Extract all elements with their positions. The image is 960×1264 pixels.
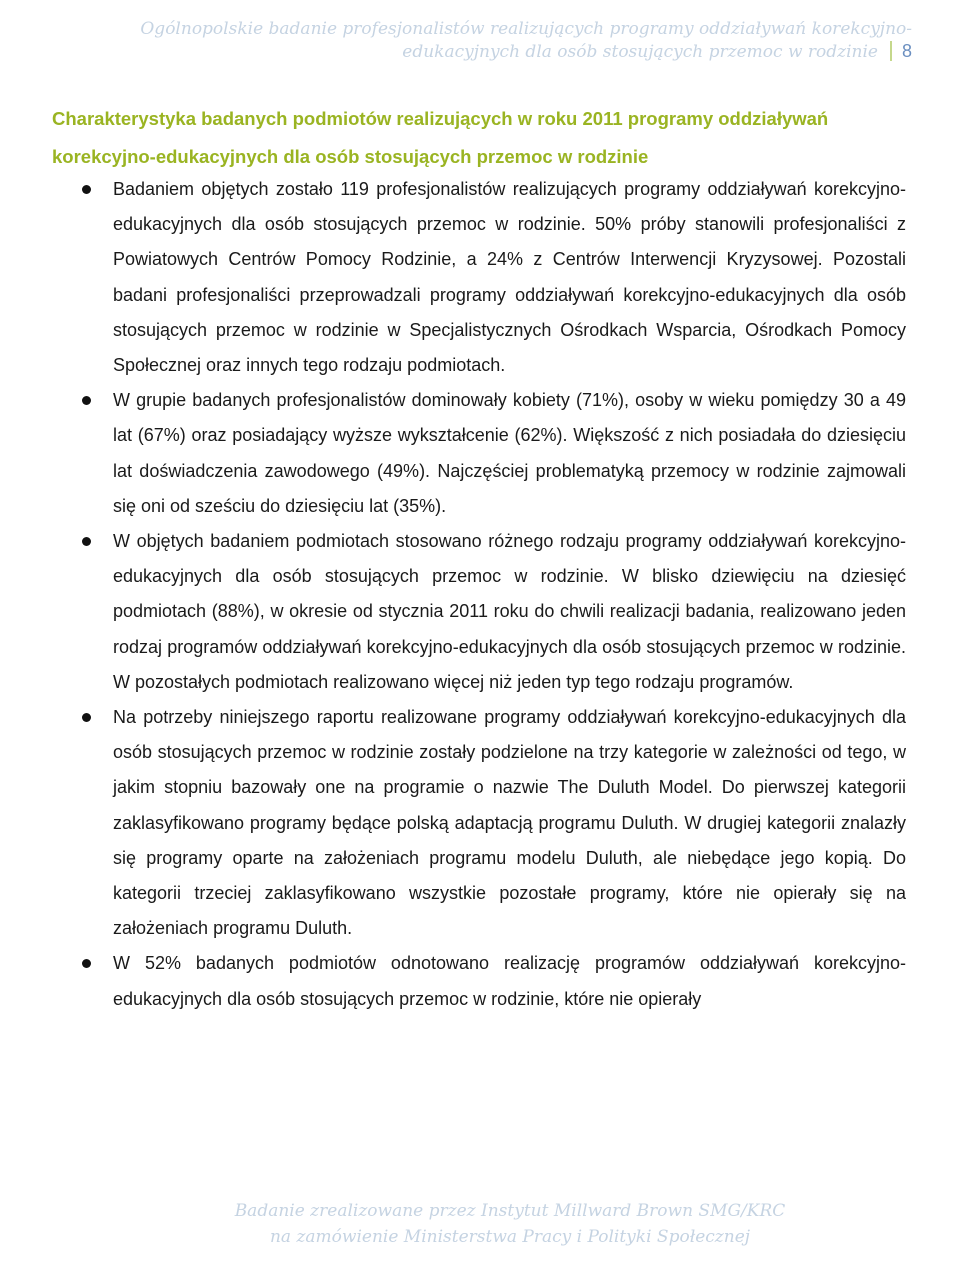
page-header xyxy=(112,18,912,63)
bullet-icon xyxy=(82,713,91,722)
section-heading: Charakterystyka badanych podmiotów realizujących w roku 2011 programy oddziaływań korekcyjno-edukacyjnych dla osób stosujących przemoc w rodzinie xyxy=(52,108,829,167)
footer-line1: Badanie zrealizowane przez Instytut Millward Brown SMG/KRC xyxy=(234,1201,786,1221)
header-title-line2: edukacyjnych dla osób stosujących przemoc w rodzinie xyxy=(402,42,878,62)
bullet-icon xyxy=(82,185,91,194)
list-item xyxy=(70,383,906,524)
page-number: 8 xyxy=(901,41,912,61)
page-footer xyxy=(0,1198,960,1250)
header-separator xyxy=(890,41,892,61)
bullet-icon xyxy=(82,396,91,405)
bullet-list-container xyxy=(70,172,906,1017)
list-item xyxy=(70,700,906,946)
list-item-text: W grupie badanych profesjonalistów dominowały kobiety (71%), osoby w wieku pomiędzy 30 a 49 lat (67%) oraz posiadający wyższe wykształcenie (62%). Większość z nich posiadała do dziesięciu lat doświadczenia zawodowego (49%). Najczęściej problematyką przemocy w rodzinie zajmowali się oni od sześciu do dziesięciu lat (35%). xyxy=(113,390,906,516)
list-item xyxy=(70,172,906,383)
footer-line2: na zamówienie Ministerstwa Pracy i Polityki Społecznej xyxy=(269,1227,751,1247)
list-item-text: W objętych badaniem podmiotach stosowano różnego rodzaju programy oddziaływań korekcyjno-edukacyjnych dla osób stosujących przemoc w rodzinie. W blisko dziewięciu na dziesięć podmiotach (88%), w okresie od stycznia 2011 roku do chwili realizacji badania, realizowano jeden rodzaj programów oddziaływań korekcyjno-edukacyjnych dla osób stosujących przemoc w rodzinie. W pozostałych podmiotach realizowano więcej niż jeden typ tego rodzaju programów. xyxy=(113,531,906,692)
list-item xyxy=(70,524,906,700)
list-item-text: Na potrzeby niniejszego raportu realizowane programy oddziaływań korekcyjno-edukacyjnych dla osób stosujących przemoc w rodzinie zostały podzielone na trzy kategorie w zależności od tego, w jakim stopniu bazowały one na programie o nazwie The Duluth Model. Do pierwszej kategorii zaklasyfikowano programy będące polską adaptacją programu Duluth. W drugiej kategorii znalazły się programy oparte na założeniach programu modelu Duluth, ale niebędące jego kopią. Do kategorii trzeciej zaklasyfikowano wszystkie pozostałe programy, które nie opierały się na założeniach programu Duluth. xyxy=(113,707,906,939)
bullet-list xyxy=(70,172,906,1017)
header-title-line1: Ogólnopolskie badanie profesjonalistów realizujących programy oddziaływań korekcyjno- xyxy=(140,19,912,39)
bullet-icon xyxy=(82,537,91,546)
list-item-text: Badaniem objętych zostało 119 profesjonalistów realizujących programy oddziaływań korekcyjno-edukacyjnych dla osób stosujących przemoc w rodzinie. 50% próby stanowili profesjonaliści z Powiatowych Centrów Pomocy Rodzinie, a 24% z Centrów Interwencji Kryzysowej. Pozostali badani profesjonaliści przeprowadzali programy oddziaływań korekcyjno-edukacyjnych dla osób stosujących przemoc w rodzinie w Specjalistycznych Ośrodkach Wsparcia, Ośrodkach Pomocy Społecznej oraz innych tego rodzaju podmiotach. xyxy=(113,179,906,376)
list-item-text: W 52% badanych podmiotów odnotowano realizację programów oddziaływań korekcyjno-edukacyjnych dla osób stosujących przemoc w rodzinie, które nie opierały xyxy=(113,953,906,1009)
bullet-icon xyxy=(82,959,91,968)
list-item xyxy=(70,946,906,1016)
